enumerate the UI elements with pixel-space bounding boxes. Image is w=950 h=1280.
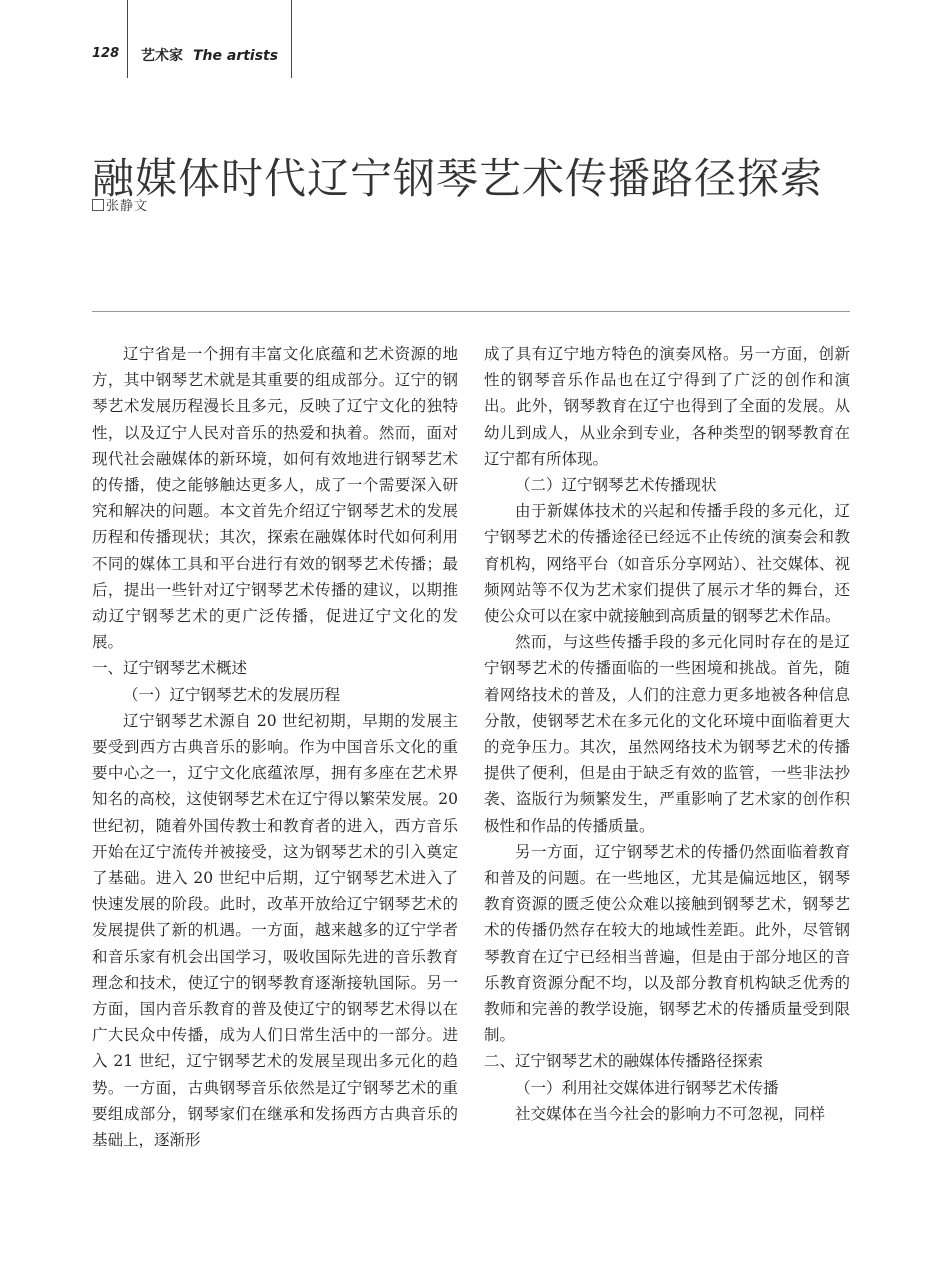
heading-subsection-1-2: （二）辽宁钢琴艺术传播现状 (515, 476, 717, 495)
paragraph-education: 另一方面，辽宁钢琴艺术的传播仍然面临着教育和普及的问题。在一些地区，尤其是偏远地区，钢琴教育资源的匮乏使公众难以接触到钢琴艺术，钢琴艺术的传播仍然存在较大的地域性差距。此外，尽管钢琴教育在辽宁已经相当普遍，但是由于部分地区的音乐教育资源分配不均，以及部分教育机构缺乏优秀的教师和完善的教学设施，钢琴艺术的传播质量受到限制。 (484, 842, 850, 1045)
section-label-en: The artists (193, 48, 279, 64)
author-line (92, 195, 148, 214)
paragraph-history-continued: 成了具有辽宁地方特色的演奏风格。另一方面，创新性的钢琴音乐作品也在辽宁得到了广泛的创作和演出。此外，钢琴教育在辽宁也得到了全面的发展。从幼儿到成人，从业余到专业，各种类型的钢琴教育在辽宁都有所体现。 (484, 345, 850, 468)
heading-section-1: 一、辽宁钢琴艺术概述 (92, 659, 248, 678)
paragraph-history: 辽宁钢琴艺术源自 20 世纪初期，早期的发展主要受到西方古典音乐的影响。作为中国音乐文化的重要中心之一，辽宁文化底蕴浓厚，拥有多座在艺术界知名的高校，这使钢琴艺术在辽宁得以繁荣发展。20 世纪初，随着外国传教士和教育者的进入，西方音乐开始在辽宁流传并被接受，这为钢琴艺术的引入奠定了基础。进入 20 世纪中后期，辽宁钢琴艺术进入了快速发展的阶段。此时，改革开放给辽宁钢琴艺术的发展提供了新的机遇。一方面，越来越多的辽宁学者和音乐家有机会出国学习，吸收国际先进的音乐教育理念和技术，使辽宁的钢琴教育逐渐接轨国际。另一方面，国内音乐教育的普及使辽宁的钢琴艺术得以在广大民众中传播，成为人们日常生活中的一部分。进入 21 世纪，辽宁钢琴艺术的发展呈现出多元化的趋势。一方面，古典钢琴音乐依然是辽宁钢琴艺术的重要组成部分，钢琴家们在继承和发扬西方古典音乐的基础上，逐渐形 (92, 711, 458, 1150)
right-column (484, 341, 850, 1127)
heading-subsection-1-1: （一）辽宁钢琴艺术的发展历程 (123, 685, 341, 704)
journal-section-label (141, 45, 278, 65)
author-box-icon (92, 199, 104, 211)
paragraph-social-media: 社交媒体在当今社会的影响力不可忽视，同样 (515, 1104, 826, 1123)
paragraph-intro: 辽宁省是一个拥有丰富文化底蕴和艺术资源的地方，其中钢琴艺术就是其重要的组成部分。辽宁的钢琴艺术发展历程漫长且多元，反映了辽宁文化的独特性，以及辽宁人民对音乐的热爱和执着。然而，面对现代社会融媒体的新环境，如何有效地进行钢琴艺术的传播，使之能够触达更多人，成了一个需要深入研究和解决的问题。本文首先介绍辽宁钢琴艺术的发展历程和传播现状；其次，探索在融媒体时代如何利用不同的媒体工具和平台进行有效的钢琴艺术传播；最后，提出一些针对辽宁钢琴艺术传播的建议，以期推动辽宁钢琴艺术的更广泛传播，促进辽宁文化的发展。 (92, 345, 458, 652)
left-column (92, 341, 458, 1153)
section-label-cn: 艺术家 (141, 48, 183, 64)
paragraph-status: 由于新媒体技术的兴起和传播手段的多元化，辽宁钢琴艺术的传播途径已经远不止传统的演奏会和教育机构，网络平台（如音乐分享网站）、社交媒体、视频网站等不仅为艺术家们提供了展示才华的舞台，还使公众可以在家中就接触到高质量的钢琴艺术作品。 (484, 502, 850, 626)
author-name: 张静文 (106, 199, 149, 214)
heading-subsection-2-1: （一）利用社交媒体进行钢琴艺术传播 (515, 1078, 779, 1097)
paragraph-challenges: 然而，与这些传播手段的多元化同时存在的是辽宁钢琴艺术的传播面临的一些困境和挑战。首先，随着网络技术的普及，人们的注意力更多地被各种信息分散，使钢琴艺术在多元化的文化环境中面临着更大的竞争压力。其次，虽然网络技术为钢琴艺术的传播提供了便利，但是由于缺乏有效的监管，一些非法抄袭、盗版行为频繁发生，严重影响了艺术家的创作积极性和作品的传播质量。 (484, 633, 850, 835)
title-divider (92, 311, 850, 312)
article-title: 融媒体时代辽宁钢琴艺术传播路径探索 (92, 154, 824, 204)
page-number: 128 (92, 46, 120, 61)
header-divider-left (127, 0, 128, 78)
heading-section-2: 二、辽宁钢琴艺术的融媒体传播路径探索 (484, 1052, 764, 1071)
header-divider-right (291, 0, 292, 78)
